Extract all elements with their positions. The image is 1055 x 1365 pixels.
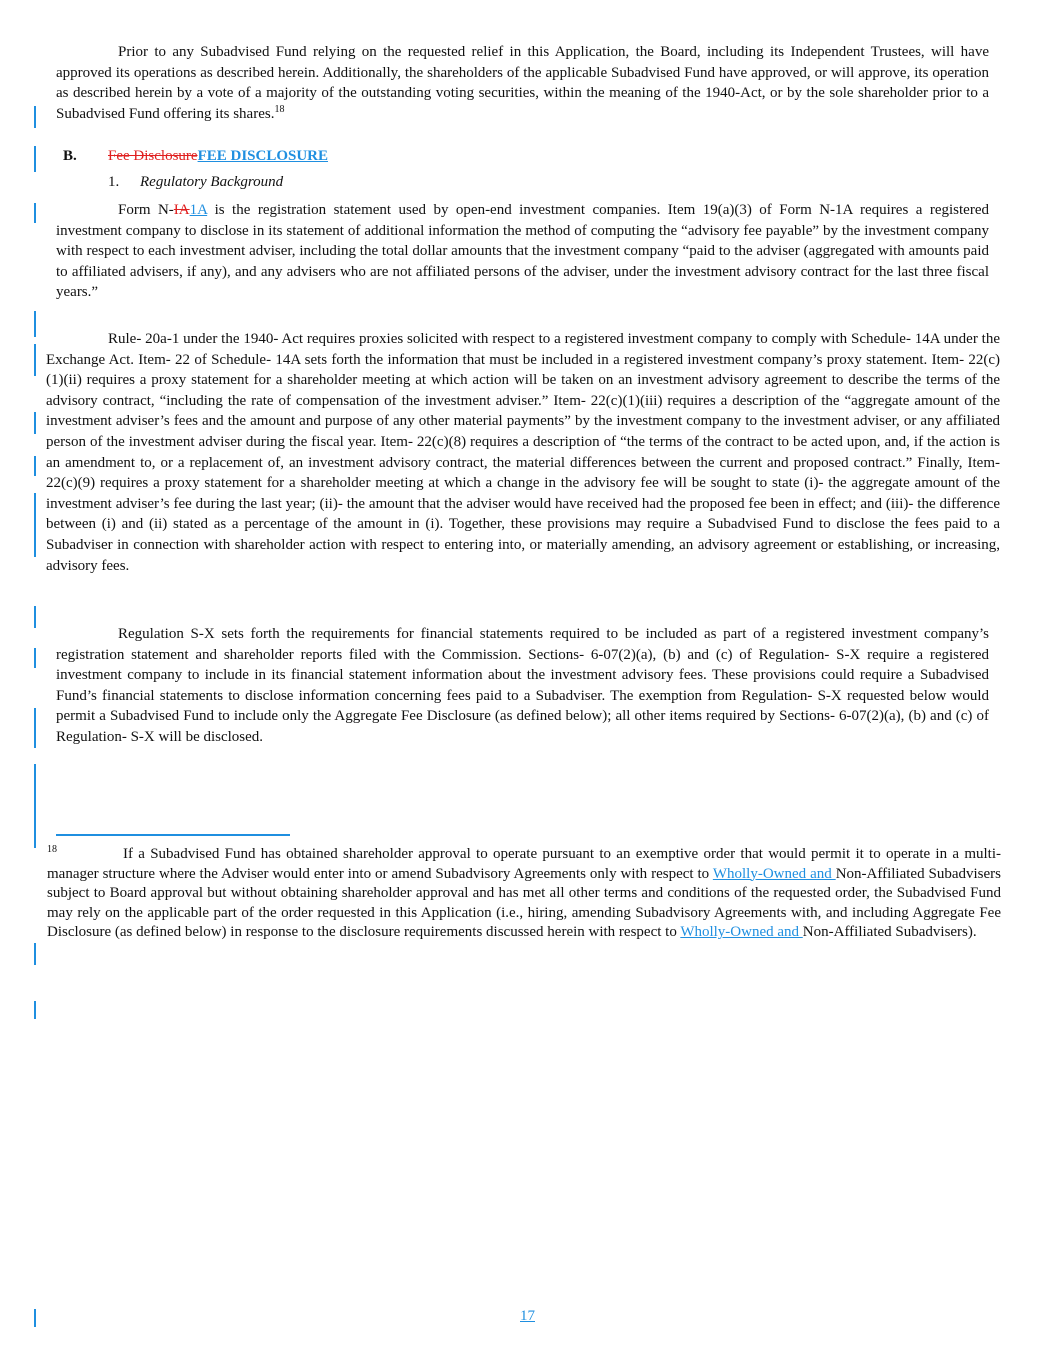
inserted-title: FEE DISCLOSURE bbox=[197, 148, 329, 164]
change-bar bbox=[34, 456, 36, 476]
subsection-title: Regulatory Background bbox=[140, 174, 284, 190]
footnote-number: 18 bbox=[47, 844, 57, 855]
text-run: Non-Affiliated Subadvisers subject to Board approval but without obtaining shareholder approval and has met all other terms and conditions of the requested order, the Subadvised Fund may rely on the applicable part of the order requested in this Application (i.e., hiring, amending Subadvisory Agreements with, and including Aggregate Fee Disclosure (as defined below) in response to the disclosure requirements discussed herein with respect to bbox=[47, 865, 1001, 941]
footnote-ref[interactable]: 18 bbox=[274, 103, 285, 115]
paragraph-regulation-sx bbox=[56, 624, 989, 748]
deleted-text: IA bbox=[173, 202, 190, 218]
change-bar bbox=[34, 203, 36, 223]
change-bar bbox=[34, 1001, 36, 1019]
change-bar bbox=[34, 493, 36, 557]
change-bar bbox=[34, 606, 36, 628]
paragraph-board-approval bbox=[56, 42, 989, 124]
paragraph-text: Rule- 20a-1 under the 1940- Act requires proxies solicited with respect to a registered investment company to comply with Schedule- 14A under the Exchange Act. Item- 22 of Schedule- 14A sets forth the information that must be included in a registered investment company’s proxy statement. Item- 22(c)(1)(ii) requires a proxy statement for a shareholder meeting at which action will be taken on an investment advisory agreement to describe the terms of the advisory contract, “including the rate of compensation of the investment adviser.” Item- 22(c)(1)(iii) requires a description of the “aggregate amount of the investment adviser’s fees and the amount and purpose of any other material payments” by the investment company to the investment adviser, or any affiliated person of the investment adviser during the fiscal year. Item- 22(c)(8) requires a description of “the terms of the contract to be acted upon, and, if the action is an amendment to, or a replacement of, an investment advisory contract, the material differences between the current and proposed contract.” Finally, Item- 22(c)(9) requires a proxy statement for a shareholder meeting at which a change in the advisory fee will be sought to state (i)- the aggregate amount of the investment adviser’s fee during the last year; (ii)- the amount that the adviser would have received had the proposed fee been in effect; and (iii)- the difference between (i) and (ii) stated as a percentage of the amount in (i). Together, these provisions may require a Subadvised Fund to disclose the fees paid to a Subadviser in connection with shareholder action with respect to entering into, or materially amending, an advisory agreement or establishing, or increasing, advisory fees. bbox=[46, 331, 1000, 574]
change-bar bbox=[34, 106, 36, 128]
inserted-link[interactable]: Wholly-Owned and bbox=[712, 865, 836, 882]
subsection-heading bbox=[108, 174, 283, 191]
text-run: Form N- bbox=[118, 202, 174, 218]
inserted-link[interactable]: Wholly-Owned and bbox=[680, 924, 803, 941]
paragraph-rule-20a1 bbox=[46, 329, 1000, 576]
footnote-separator bbox=[56, 834, 290, 836]
change-bar bbox=[34, 943, 36, 965]
change-bar bbox=[34, 146, 36, 172]
section-letter: B. bbox=[63, 148, 77, 164]
subsection-number: 1. bbox=[108, 174, 120, 190]
change-bar bbox=[34, 708, 36, 748]
paragraph-form-n1a bbox=[56, 200, 989, 303]
change-bar bbox=[34, 764, 36, 848]
change-bar bbox=[34, 311, 36, 337]
change-bar bbox=[34, 648, 36, 668]
text-run: is the registration statement used by open-end investment companies. Item 19(a)(3) of Form N-1A requires a registered investment company to disclose in its statement of additional information the method of computing the “advisory fee payable” by the investment company with respect to each investment adviser, including the total dollar amounts that the investment company “paid to the adviser (aggregated with amounts paid to affiliated advisers, if any), and any advisers who are not affiliated persons of the adviser, under the investment advisory contract for the last three fiscal years.” bbox=[56, 202, 989, 301]
deleted-title: Fee Disclosure bbox=[108, 148, 198, 164]
section-heading bbox=[63, 148, 328, 165]
text-run: If a Subadvised Fund has obtained shareholder approval to operate pursuant to an exemptive order that would permit it to operate in a multi-manager structure where the Adviser would enter into or amend Subadvisory Agreements only with respect to bbox=[47, 846, 1001, 882]
change-bar bbox=[34, 412, 36, 434]
page-number: 17 bbox=[520, 1308, 535, 1324]
inserted-text: 1A bbox=[189, 202, 208, 218]
change-bar bbox=[34, 344, 36, 376]
text-run: Non-Affiliated Subadvisers). bbox=[802, 924, 977, 941]
paragraph-text: Regulation S-X sets forth the requirements for financial statements required to be included as part of a registered investment company’s registration statement and shareholder reports filed with the Commission. Sections- 6-07(2)(a), (b) and (c) of Regulation- S-X require a registered investment company to include in its financial statement information about the investment advisory fees. These provisions could require a Subadvised Fund’s financial statements to disclose information concerning fees paid to a Subadviser. The exemption from Regulation- S-X requested below would permit a Subadvised Fund to include only the Aggregate Fee Disclosure (as defined below); all other items required by Sections- 6-07(2)(a), (b) and (c) of Regulation- S-X will be disclosed. bbox=[56, 626, 989, 745]
paragraph-text: Prior to any Subadvised Fund relying on the requested relief in this Application, the Board, including its Independent Trustees, will have approved its operations as described herein. Additionally, the shareholders of the applicable Subadvised Fund have approved, or will approve, its operation as described herein by a vote of a majority of the outstanding voting securities, within the meaning of the 1940-Act, or by the sole shareholder prior to a Subadvised Fund offering its shares. bbox=[56, 44, 989, 122]
footnote-18 bbox=[47, 845, 1001, 943]
